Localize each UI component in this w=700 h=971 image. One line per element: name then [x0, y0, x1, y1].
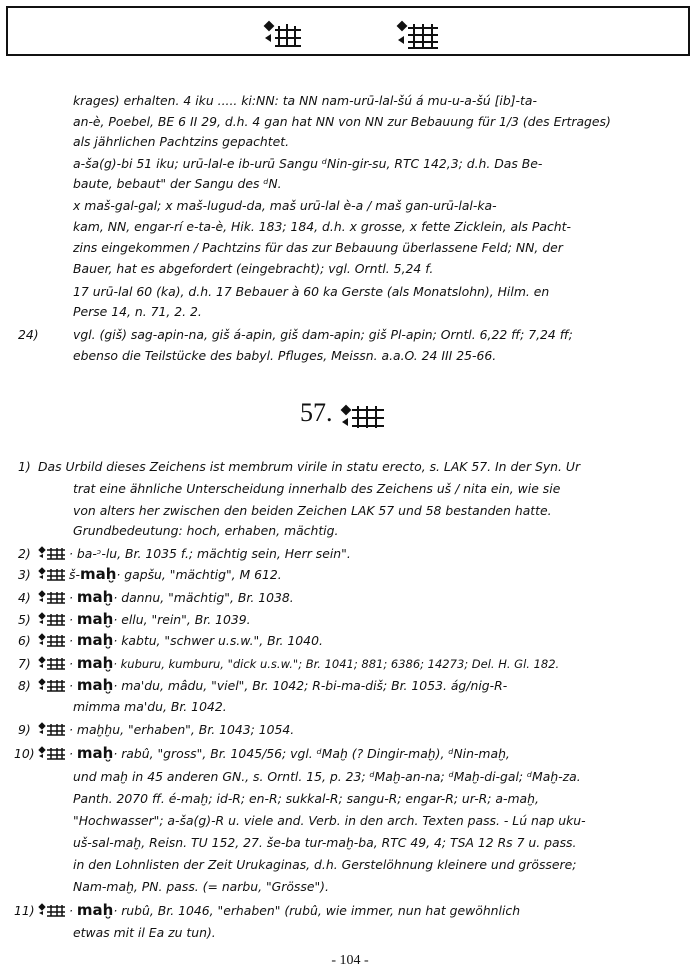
cuneiform-sign-icon — [38, 903, 66, 921]
entry-line — [38, 745, 510, 764]
entry-keyword: maḫ — [76, 744, 114, 762]
entry-text: · kabtu, "schwer u.s.w.", Br. 1040. — [113, 633, 323, 648]
header-frame — [6, 6, 690, 56]
text-line: "Hochwasser"; a-ša(g)-R u. viele and. Verb. in den arch. Texten pass. - Lú nap uku- — [73, 813, 586, 828]
cuneiform-sign-icon — [38, 678, 66, 696]
entry-number: 3) — [18, 567, 31, 582]
text-line: uš-sal-maḫ, Reisn. TU 152, 27. še-ba tur-maḫ-ba, RTC 49, 4; TSA 12 Rs 7 u. pass. — [73, 835, 577, 850]
text-line: 17 urū-lal 60 (ka), d.h. 17 Bebauer à 60 ka Gerste (als Monatslohn), Hilm. en — [73, 284, 550, 299]
entry-text: · maḫḫu, "erhaben", Br. 1043; 1054. — [69, 722, 295, 737]
entry-text: · ba-ᵓ-lu, Br. 1035 f.; mächtig sein, Herr sein". — [69, 546, 351, 561]
text-line: in den Lohnlisten der Zeit Urukaginas, d.h. Gerstelöhnung kleinere und grössere; — [73, 857, 577, 872]
text-line: und maḫ in 45 anderen GN., s. Orntl. 15, p. 23; ᵈMaḫ-an-na; ᵈMaḫ-di-gal; ᵈMaḫ-za. — [73, 769, 581, 784]
entry-keyword: maḫ — [76, 676, 114, 694]
entry-number: 11) — [14, 903, 35, 918]
entry-number: 9) — [18, 722, 31, 737]
cuneiform-sign-icon — [38, 590, 66, 608]
entry-number: 4) — [18, 590, 31, 605]
entry-keyword: maḫ — [76, 631, 114, 649]
text-line: baute, bebaut" der Sangu des ᵈN. — [73, 176, 282, 191]
entry-text: · kuburu, kumburu, "dick u.s.w."; Br. 1041; 881; 6386; 14273; Del. H. Gl. 182. — [113, 657, 560, 671]
text-line: ebenso die Teilstücke des babyl. Pfluges, Meissn. a.a.O. 24 III 25-66. — [73, 348, 497, 363]
entry-line — [38, 655, 559, 674]
entry-number: 6) — [18, 633, 31, 648]
entry-line — [38, 677, 507, 696]
cuneiform-sign-icon — [38, 546, 66, 564]
entry-keyword: maḫ — [76, 588, 114, 606]
cuneiform-sign-icon — [38, 567, 66, 585]
text-line: Grundbedeutung: hoch, erhaben, mächtig. — [73, 523, 339, 538]
entry-text: · ellu, "rein", Br. 1039. — [113, 612, 251, 627]
entry-line — [38, 721, 294, 740]
entry-prefix: · — [69, 678, 77, 693]
text-line: kam, NN, engar-rí e-ta-è, Hik. 183; 184, d.h. x grosse, x fette Zicklein, als Pacht- — [73, 219, 571, 234]
cuneiform-sign-icon — [38, 612, 66, 630]
entry-line — [38, 589, 294, 608]
entry-line — [38, 545, 351, 564]
entry-number: 1) — [18, 459, 31, 474]
entry-prefix: · — [69, 590, 77, 605]
text-line: Panth. 2070 ff. é-maḫ; id-R; en-R; sukkal-R; sangu-R; engar-R; ur-R; a-maḫ, — [73, 791, 539, 806]
text-line: Perse 14, n. 71, 2. 2. — [73, 304, 202, 319]
entry-number: 2) — [18, 546, 31, 561]
entry-text: · dannu, "mächtig", Br. 1038. — [113, 590, 294, 605]
entry-prefix: · — [69, 612, 77, 627]
text-line: etwas mit il Ea zu tun). — [73, 925, 216, 940]
entry-line — [38, 632, 323, 651]
entry-line — [38, 902, 520, 921]
entry-number: 8) — [18, 678, 31, 693]
cuneiform-sign-icon — [38, 656, 66, 674]
entry-line — [38, 566, 282, 585]
cuneiform-sign-icon — [340, 402, 386, 434]
text-line: an-è, Poebel, BE 6 II 29, d.h. 4 gan hat NN von NN zur Bebauung für 1/3 (des Ertrages) — [73, 114, 611, 129]
text-line: x maš-gal-gal; x maš-lugud-da, maš urū-lal è-a / maš gan-urū-lal-ka- — [73, 198, 497, 213]
cuneiform-sign-icon — [38, 746, 66, 764]
text-line: von alters her zwischen den beiden Zeichen LAK 57 und 58 bestanden hatte. — [73, 503, 552, 518]
cuneiform-sign-icon — [396, 20, 440, 50]
text-line: Bauer, hat es abgefordert (eingebracht); vgl. Orntl. 5,24 f. — [73, 261, 434, 276]
cuneiform-sign-icon — [38, 633, 66, 651]
entry-prefix: · — [69, 903, 77, 918]
text-line: Das Urbild dieses Zeichens ist membrum virile in statu erecto, s. LAK 57. In der Syn. Ur — [38, 459, 581, 474]
entry-text: · gapšu, "mächtig", M 612. — [116, 567, 282, 582]
entry-prefix: · — [69, 633, 77, 648]
text-line: vgl. (giš) sag-apin-na, giš á-apin, giš dam-apin; giš Pl-apin; Orntl. 6,22 ff; 7,24 ff; — [73, 327, 573, 342]
text-line: zins eingekommen / Pachtzins für das zur Bebauung überlassene Feld; NN, der — [73, 240, 563, 255]
text-line: a-ša(g)-bi 51 iku; urū-lal-e ib-urū Sangu ᵈNin-gir-su, RTC 142,3; d.h. Das Be- — [73, 156, 543, 171]
cuneiform-sign-icon — [38, 722, 66, 740]
entry-prefix: · — [69, 746, 77, 761]
entry-text: · rabû, "gross", Br. 1045/56; vgl. ᵈMaḫ (? Dingir-maḫ), ᵈNin-maḫ, — [113, 746, 510, 761]
note-number: 24) — [18, 327, 39, 342]
entry-prefix: · — [69, 656, 77, 671]
entry-line — [38, 611, 251, 630]
entry-number: 10) — [14, 746, 35, 761]
text-line: trat eine ähnliche Unterscheidung innerhalb des Zeichens uš / nita ein, wie sie — [73, 481, 561, 496]
entry-number: 5) — [18, 612, 31, 627]
section-number: 57. — [300, 398, 333, 427]
entry-keyword: maḫ — [79, 565, 117, 583]
entry-keyword: maḫ — [76, 654, 114, 672]
entry-text: · ma'du, mâdu, "viel", Br. 1042; R-bi-ma-diš; Br. 1053. ág/nig-R- — [113, 678, 508, 693]
cuneiform-sign-icon — [263, 20, 303, 48]
entry-prefix: š- — [69, 567, 80, 582]
text-line: mimma ma'du, Br. 1042. — [73, 699, 227, 714]
entry-number: 7) — [18, 656, 31, 671]
text-line: Nam-maḫ, PN. pass. (= narbu, "Grösse"). — [73, 879, 329, 894]
entry-keyword: maḫ — [76, 901, 114, 919]
text-line: krages) erhalten. 4 iku ..... ki:NN: ta NN nam-urū-lal-šú á mu-u-a-šú [ib]-ta- — [73, 93, 537, 108]
entry-keyword: maḫ — [76, 610, 114, 628]
page-number: - 104 - — [331, 953, 369, 968]
text-line: als jährlichen Pachtzins gepachtet. — [73, 134, 290, 149]
entry-text: · rubû, Br. 1046, "erhaben" (rubû, wie immer, nun hat gewöhnlich — [113, 903, 521, 918]
